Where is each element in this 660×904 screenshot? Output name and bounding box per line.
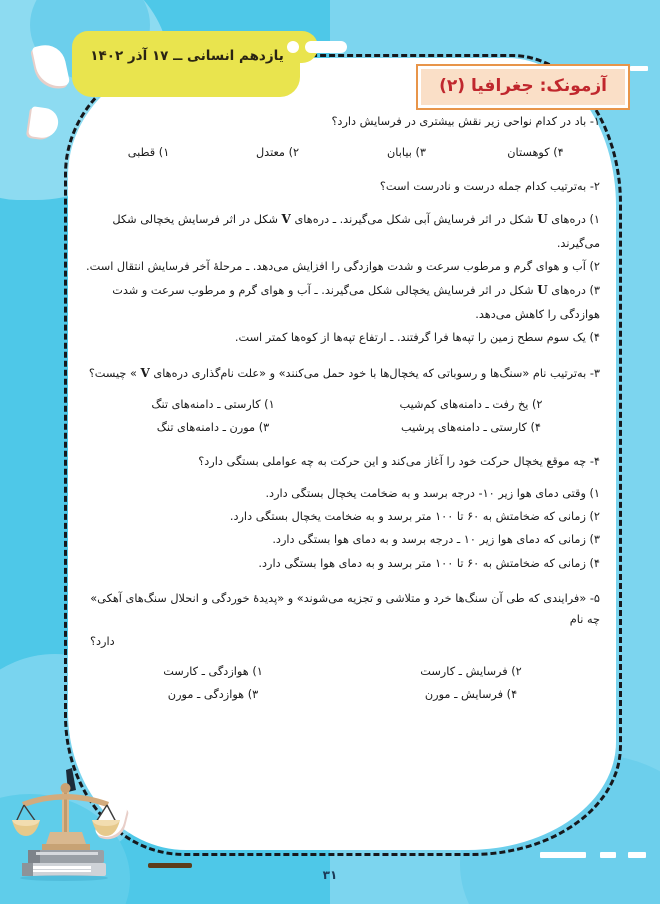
option-text-part: شکل در اثر فرسایش آبی شکل می‌گیرند. ـ دره‌های xyxy=(294,213,534,227)
option-item[interactable]: ۴) یک سوم سطح زمین را تپه‌ها فرا گرفتند. ـ ارتفاع تپه‌ها از کوه‌ها کمتر است. xyxy=(234,331,600,345)
question-stem: ۱- باد در کدام نواحی زیر نقش بیشتری در فرسایش دارد؟ xyxy=(331,115,600,128)
latin-letter-u: U xyxy=(537,212,548,227)
option-item[interactable]: ۱) وقتی دمای هوا زیر ۱۰- درجه برسد و به ضخامت یخچال بستگی دارد. xyxy=(265,487,600,501)
option-item[interactable]: ۱) کارستی ـ دامنه‌های تنگ xyxy=(151,398,275,412)
option-item[interactable]: ۲) یخ رفت ـ دامنه‌های کم‌شیب xyxy=(399,398,543,412)
option-item[interactable]: ۲) معتدل xyxy=(255,145,300,159)
options-stack xyxy=(84,207,600,349)
question-block-5 xyxy=(84,588,600,707)
latin-letter-v: V xyxy=(140,366,150,381)
decor-dash xyxy=(628,852,646,858)
options-stack xyxy=(84,482,600,575)
banner-dot-icon xyxy=(287,41,299,53)
options-row xyxy=(84,394,600,439)
quiz-content xyxy=(84,112,600,719)
latin-letter-u: U xyxy=(537,283,548,298)
option-item[interactable] xyxy=(84,207,600,255)
question-block-2 xyxy=(84,177,600,349)
option-item[interactable]: ۳) بیابان xyxy=(387,145,426,159)
option-item[interactable]: ۲) فرسایش ـ کارست xyxy=(420,665,522,679)
option-item[interactable]: ۱) هوازدگی ـ کارست xyxy=(163,665,263,679)
option-text-part: ۳) دره‌های xyxy=(551,284,600,298)
option-text-part: ۱) دره‌های xyxy=(551,213,600,227)
option-item[interactable]: ۲) زمانی که ضخامتش به ۶۰ تا ۱۰۰ متر برسد و به ضخامت یخچال بستگی دارد. xyxy=(229,510,600,524)
option-item[interactable]: ۳) هوازدگی ـ مورن xyxy=(167,687,259,701)
question-stem xyxy=(84,362,600,385)
question-block-3 xyxy=(84,362,600,439)
question-stem: ۴- چه موقع یخچال حرکت خود را آغاز می‌کند و این حرکت به چه عواملی بستگی دارد؟ xyxy=(198,455,600,469)
option-item[interactable]: ۴) فرسایش ـ مورن xyxy=(424,687,518,701)
justice-scale-illustration xyxy=(6,764,126,884)
banner-pill-icon xyxy=(305,41,347,53)
option-item[interactable]: ۴) کارستی ـ دامنه‌های پرشیب xyxy=(401,420,541,434)
option-item[interactable] xyxy=(84,278,600,326)
option-text-part: شکل در اثر فرسایش یخچالی شکل می‌گیرند. xyxy=(112,213,600,250)
options-row xyxy=(84,661,600,706)
option-item[interactable]: ۱) قطبی xyxy=(127,145,170,159)
decor-dash xyxy=(600,852,616,858)
page-number: ۳۱ xyxy=(322,868,338,882)
options-row xyxy=(84,142,600,165)
question-stem-line-2: دارد؟ xyxy=(90,634,115,648)
question-stem-line-1: ۵- «فرایندی که طی آن سنگ‌ها خرد و متلاشی و تجزیه می‌شوند» و «پدیدهٔ خوردگی و انحلال سنگ‌های آهکی» چه نام xyxy=(90,591,600,627)
question-block-1 xyxy=(84,112,600,164)
question-stem-part: » چیست؟ xyxy=(88,367,137,381)
question-stem-part: ۳- به‌ترتیب نام «سنگ‌ها و رسوباتی که یخچال‌ها با خود حمل می‌کنند» و «علت نام‌گذاری دره‌های xyxy=(153,367,600,381)
decor-dash xyxy=(540,852,586,858)
latin-letter-v: V xyxy=(281,212,291,227)
option-item[interactable]: ۲) آب و هوای گرم و مرطوب سرعت و شدت هوازدگی را افزایش می‌دهد. ـ مرحلهٔ آخر فرسایش انتقال است. xyxy=(86,260,600,274)
decor-dash xyxy=(630,66,648,71)
page-title: آزمونک: جغرافیا (۲) xyxy=(439,76,607,96)
option-item[interactable]: ۳) مورن ـ دامنه‌های تنگ xyxy=(156,420,270,434)
option-text-part: شکل در اثر فرسایش یخچالی شکل می‌گیرند. ـ آب و هوای گرم و مرطوب سرعت و شدت هوازدگی را کاهش می‌دهد. xyxy=(112,284,600,321)
question-stem: ۲- به‌ترتیب کدام جمله درست و نادرست است؟ xyxy=(379,180,600,194)
quiz-title-box xyxy=(416,64,630,110)
question-block-4 xyxy=(84,452,600,575)
option-item[interactable]: ۴) کوهستان xyxy=(507,145,564,159)
quiz-title-inner xyxy=(421,69,625,105)
header-banner-text: یازدهم انسانی ــ ۱۷ آذر ۱۴۰۲ xyxy=(90,48,284,64)
option-item[interactable]: ۳) زمانی که دمای هوا زیر ۱۰ ـ درجه برسد و به دمای هوا بستگی دارد. xyxy=(272,533,600,547)
header-banner xyxy=(72,31,300,97)
option-item[interactable]: ۴) زمانی که ضخامتش به ۶۰ تا ۱۰۰ متر برسد و به دمای هوا بستگی دارد. xyxy=(258,556,600,570)
